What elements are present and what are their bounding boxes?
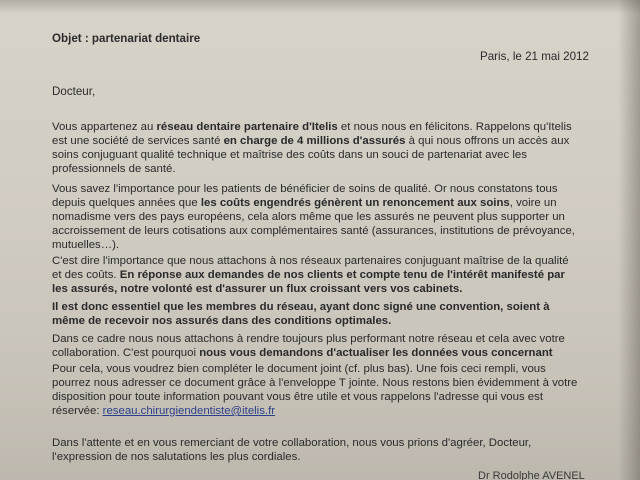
bold-segment: nous vous demandons d'actualiser les données vous concernant [199,347,553,359]
paper-shadow-right [618,0,640,480]
paragraph-5-line-1: Dans ce cadre nous nous attachons à rendre toujours plus performant notre réseau et cela avec votre [52,333,565,345]
paragraph-6-line-1: Pour cela, vous voudrez bien compléter le document joint (cf. plus bas). Une fois ceci rempli, vous [52,363,546,375]
paragraph-5-line-2 [52,346,553,360]
paragraph-1-line-1 [52,120,572,134]
paragraph-7-line-2: l'expression de nos salutations les plus cordiales. [52,451,301,463]
bold-segment: réseau dentaire partenaire d'Itelis [156,121,338,133]
paragraph-6-line-4 [52,404,275,418]
subject-line: Objet : partenariat dentaire [52,32,201,45]
paragraph-4-line-2: même de recevoir nos assurés dans des conditions optimales. [52,315,392,327]
paragraph-3-line-2 [52,268,565,282]
text-segment: Vous appartenez au [52,121,157,133]
paragraph-3-line-3: les assurés, notre volonté est d'assurer un flux croissant vers vos cabinets. [52,283,463,295]
paragraph-6-line-3: disposition pour toute information pouvant vous être utile et vous rappelons l'adresse qui vous est [52,391,543,403]
salutation: Docteur, [52,85,96,98]
paragraph-2-line-2 [52,196,557,210]
paragraph-6-line-2: pourrez nous adresser ce document grâce à l'enveloppe T jointe. Nous restons bien évidemment à votre [52,377,578,389]
paragraph-2-line-5: mutuelles…). [52,239,120,251]
paragraph-3-line-1: C'est dire l'importance que nous attachons à nos réseaux partenaires conjuguant maîtrise de la qualité [52,255,569,267]
bold-segment: En réponse aux demandes de nos clients et compte tenu de l'intérêt manifesté par [119,269,565,281]
paragraph-1-line-3: soins conjuguant qualité technique et maîtrise des coûts dans un souci de partenariat avec les [52,149,527,161]
text-segment: et des coûts. [52,269,120,281]
signature-name: Dr Rodolphe AVENEL [478,470,585,480]
place-date: Paris, le 21 mai 2012 [480,50,589,63]
paper-shadow-top [0,0,640,14]
bold-segment: les coûts engendrés génèrent un renoncement aux soins [200,197,510,209]
email-link[interactable]: reseau.chirurgiendentiste@itelis.fr [102,405,276,417]
text-segment: collaboration. C'est pourquoi [52,347,200,359]
paragraph-1-line-4: professionnels de santé. [52,163,176,175]
paragraph-2-line-4: accroissement de leurs cotisations aux complémentaires santé (assurances, institutions de prévoyance, [52,225,575,237]
text-segment: depuis quelques années que [52,197,201,209]
paragraph-7-line-1: Dans l'attente et en vous remerciant de votre collaboration, nous vous prions d'agréer, Docteur, [52,437,532,449]
text-segment: et nous nous en félicitons. Rappelons qu'Itelis [337,121,572,133]
paragraph-1-line-2 [52,134,569,148]
bold-segment: en charge de 4 millions d'assurés [223,135,406,147]
paragraph-2-line-3: nomadisme vers des pays européens, cela alors même que les assurés ne peuvent plus supporter un [52,211,565,223]
text-segment: réservée: [52,405,103,417]
text-segment: , voire un [509,197,557,209]
text-segment: à qui nous offrons un accès aux [405,135,570,147]
text-segment: est une société de services santé [52,135,224,147]
paragraph-2-line-1: Vous savez l'importance pour les patients de bénéficier de soins de qualité. Or nous constatons tous [52,183,558,195]
paragraph-4-line-1: Il est donc essentiel que les membres du réseau, ayant donc signé une convention, soient à [52,301,550,313]
